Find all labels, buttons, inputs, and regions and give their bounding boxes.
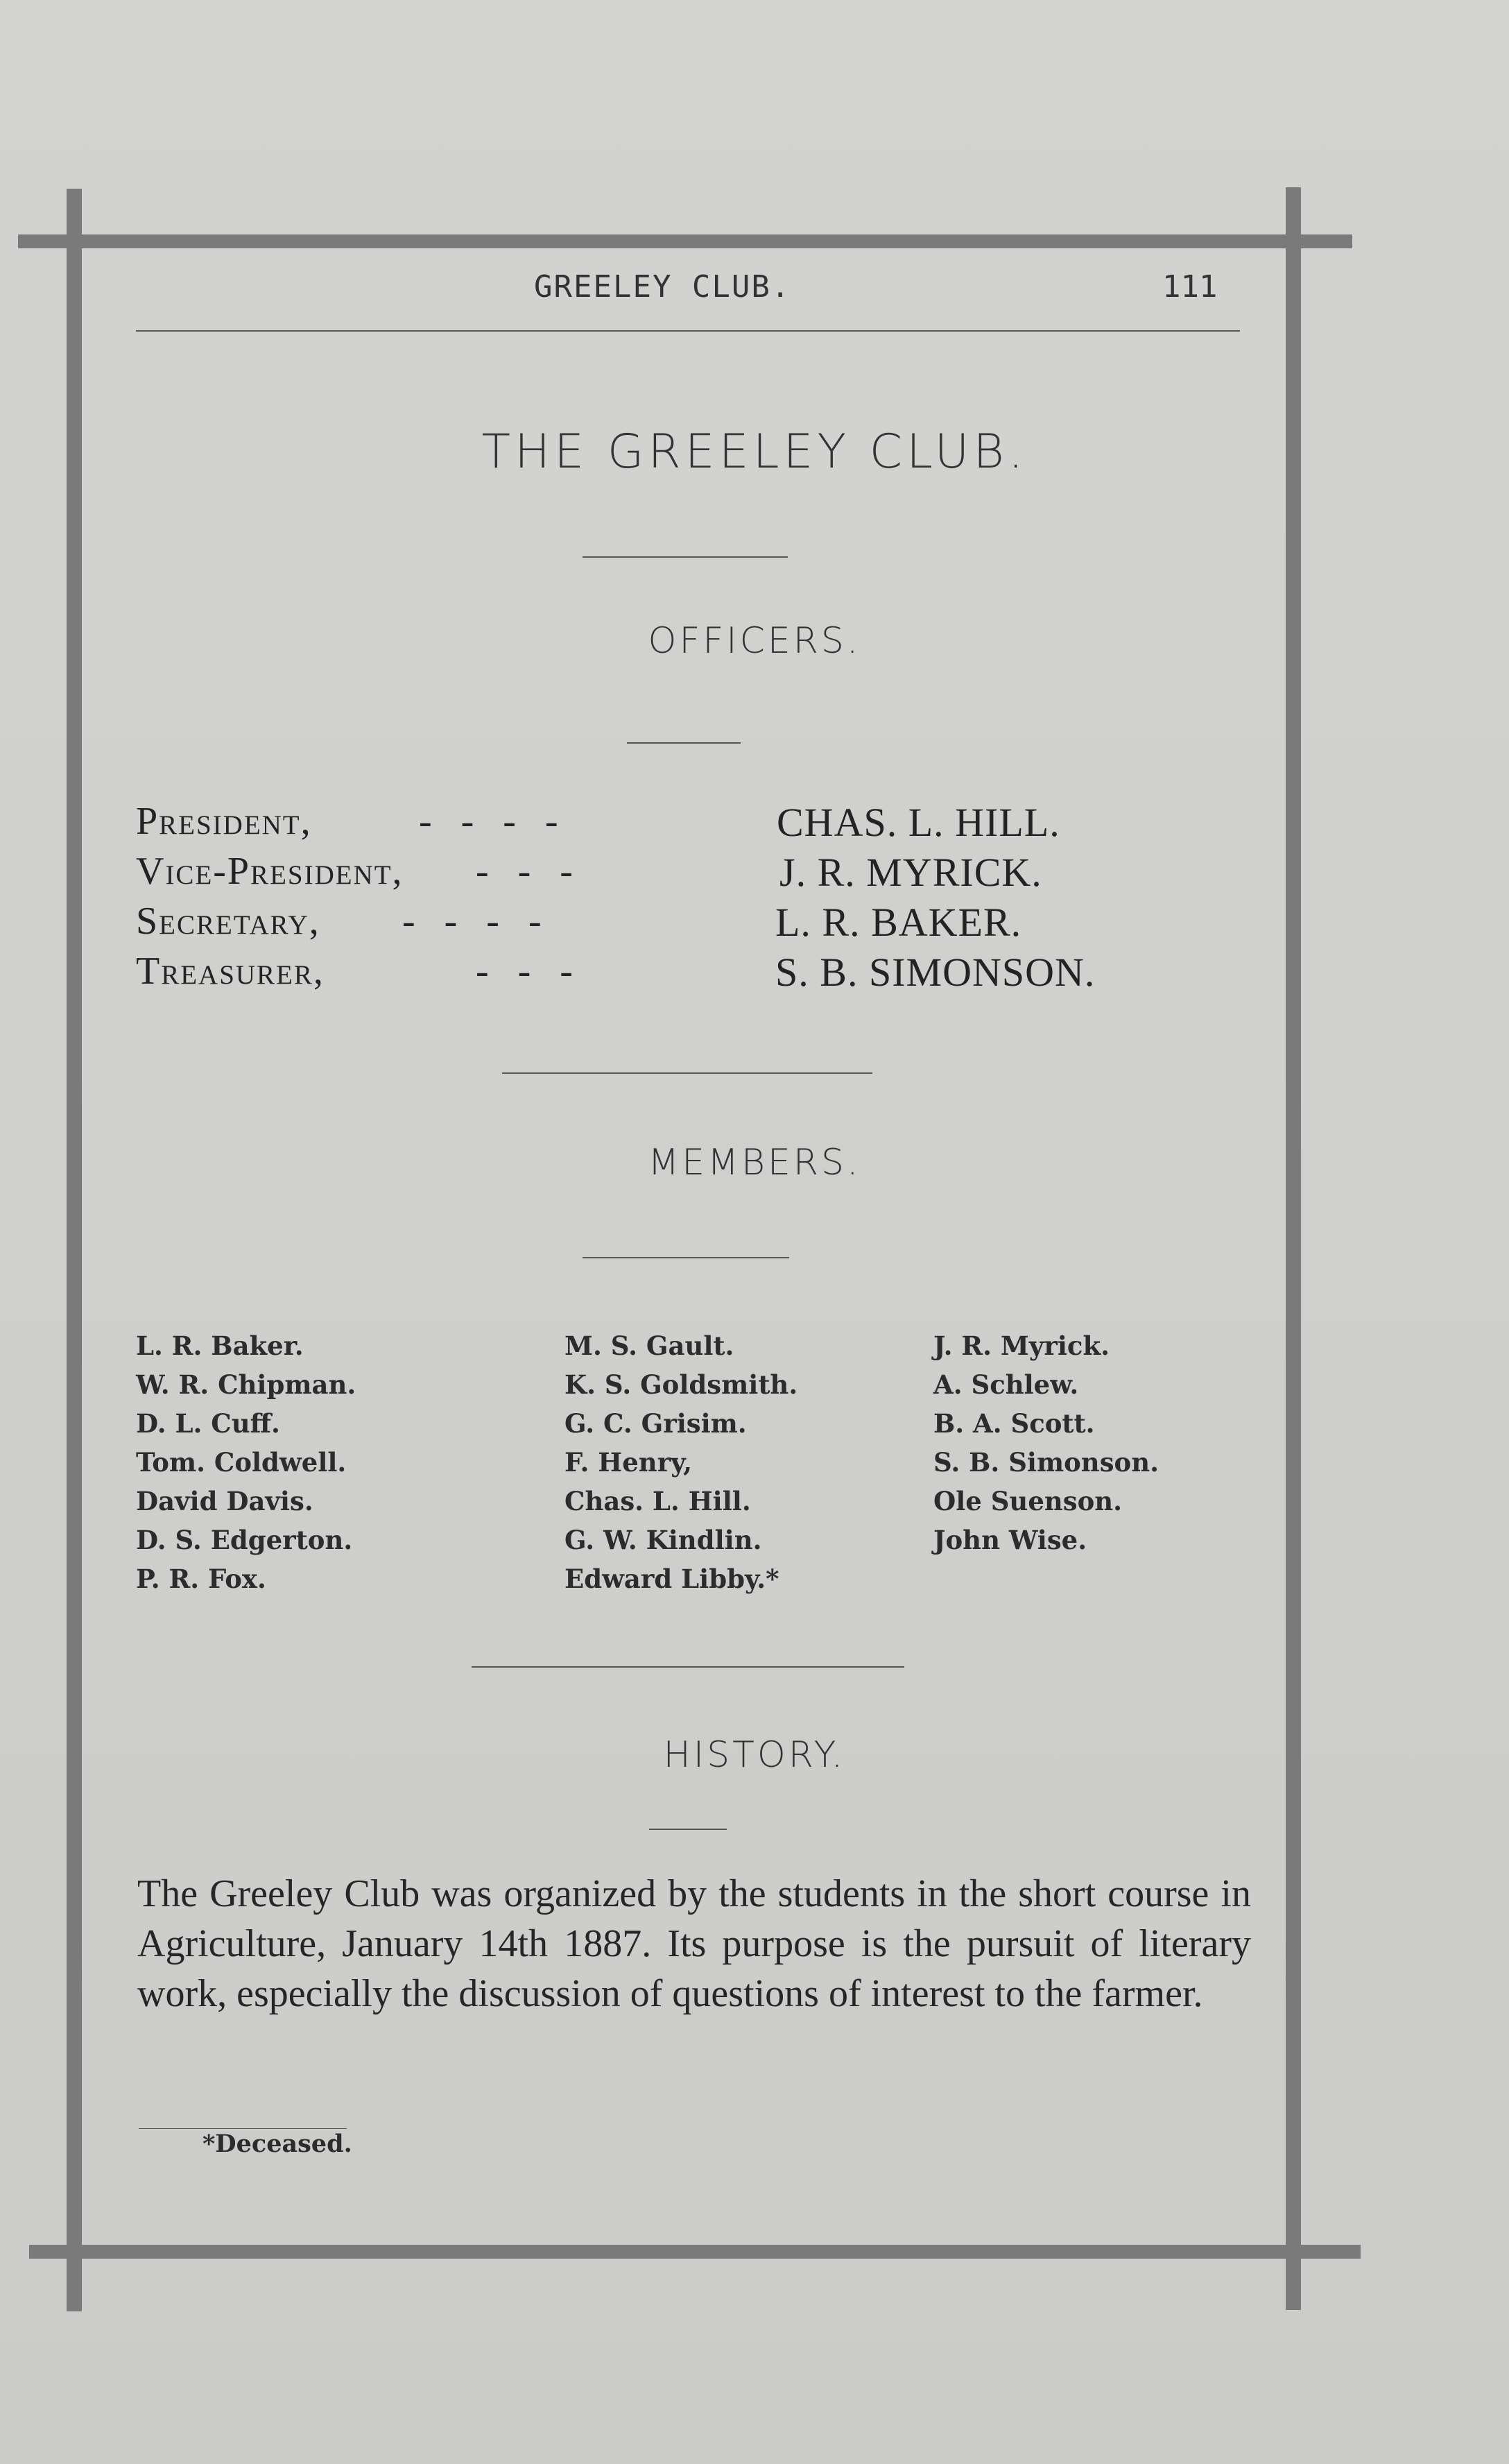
member-name: Chas. L. Hill. — [564, 1486, 751, 1516]
members-heading: MEMBERS. — [648, 1142, 861, 1183]
member-name: S. B. Simonson. — [933, 1447, 1159, 1478]
page-title: THE GREELEY CLUB. — [481, 425, 1028, 479]
member-name: Tom. Coldwell. — [136, 1447, 347, 1478]
officer-role: President, — [136, 800, 312, 843]
running-head: GREELEY CLUB. — [534, 269, 791, 305]
member-name: B. A. Scott. — [933, 1408, 1095, 1439]
header-rule — [136, 330, 1240, 332]
divider — [583, 1257, 789, 1258]
divider — [583, 556, 788, 558]
member-name: W. R. Chipman. — [136, 1369, 356, 1400]
page-number: 111 — [1162, 269, 1218, 305]
officer-role: Vice-President, — [136, 850, 404, 893]
member-name: M. S. Gault. — [564, 1331, 734, 1361]
history-paragraph: The Greeley Club was organized by the students in the short course in Agriculture, January 14th 1887. Its purpose is the pursuit of literary work, especially the discussion of questions of interest to the farmer. — [137, 1872, 1251, 2015]
member-name: A. Schlew. — [933, 1369, 1079, 1400]
officers-heading: OFFICERS. — [648, 620, 861, 662]
member-name: G. W. Kindlin. — [564, 1525, 762, 1555]
frame-right-bar — [1286, 187, 1301, 2310]
member-name: D. S. Edgerton. — [136, 1525, 353, 1555]
member-name: G. C. Grisim. — [564, 1408, 747, 1439]
member-name: L. R. Baker. — [136, 1331, 304, 1361]
members-column-3 — [933, 1326, 1159, 1559]
officer-name: L. R. BAKER. — [775, 900, 1022, 945]
divider — [649, 1829, 727, 1830]
member-name: J. R. Myrick. — [933, 1331, 1110, 1361]
members-column-2 — [564, 1326, 797, 1598]
divider — [502, 1072, 872, 1074]
officer-dashes: - - - — [476, 850, 573, 893]
member-name: David Davis. — [136, 1486, 313, 1516]
frame-left-bar — [67, 189, 82, 2311]
officer-dashes: - - - - — [402, 900, 542, 943]
officer-role: Treasurer, — [136, 950, 325, 993]
divider — [472, 1666, 904, 1668]
officer-dashes: - - - — [476, 950, 573, 993]
members-column-1 — [136, 1326, 356, 1598]
member-name: F. Henry, — [564, 1447, 693, 1478]
divider — [627, 742, 741, 744]
footnote: *Deceased. — [202, 2130, 352, 2158]
officer-name: CHAS. L. HILL. — [777, 800, 1060, 845]
officer-role: Secretary, — [136, 900, 320, 943]
member-name: Ole Suenson. — [933, 1486, 1123, 1516]
officer-dashes: - - - - — [419, 800, 558, 843]
frame-top-bar — [18, 234, 1352, 248]
history-heading: HISTORY. — [663, 1734, 846, 1776]
member-name: P. R. Fox. — [136, 1564, 266, 1594]
member-name: D. L. Cuff. — [136, 1408, 280, 1439]
officer-name: S. B. SIMONSON. — [775, 950, 1096, 995]
footnote-rule — [139, 2128, 347, 2129]
member-name: John Wise. — [933, 1525, 1087, 1555]
member-name: K. S. Goldsmith. — [564, 1369, 798, 1400]
officer-name: J. R. MYRICK. — [779, 850, 1042, 895]
member-name: Edward Libby.* — [564, 1564, 779, 1594]
frame-bottom-bar — [29, 2245, 1361, 2259]
